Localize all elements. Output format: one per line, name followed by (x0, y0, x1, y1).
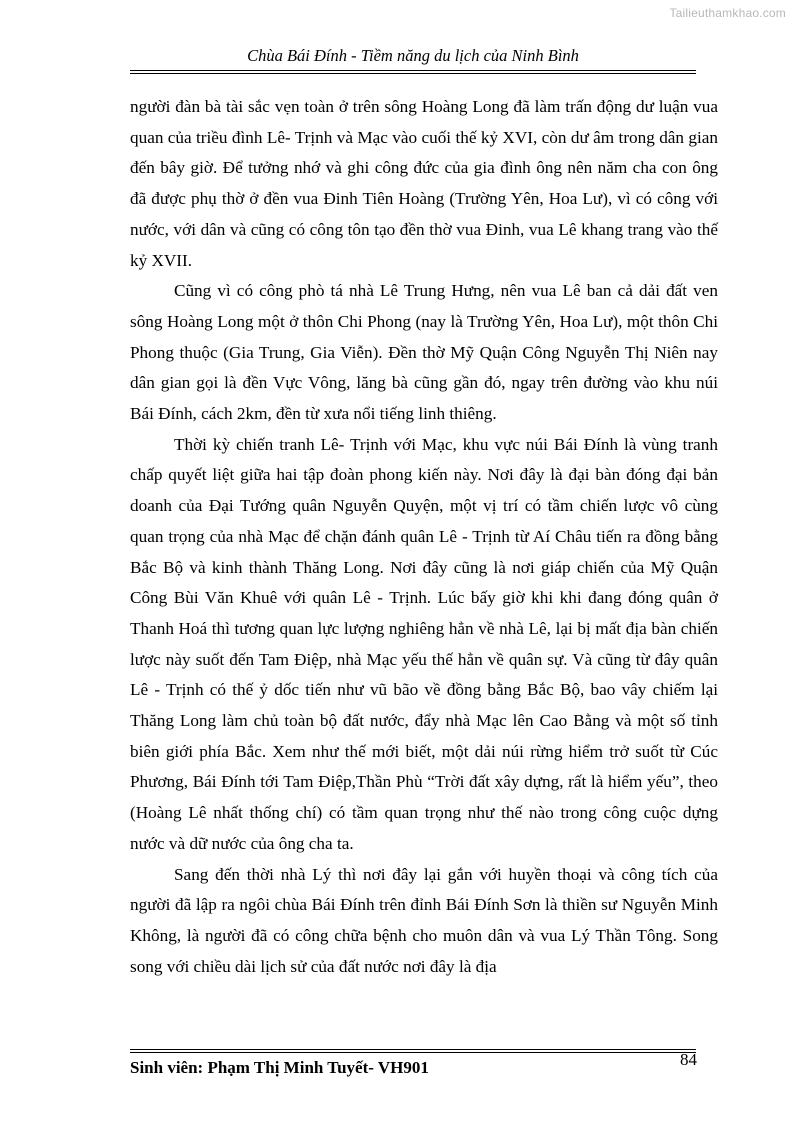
page-header-title: Chùa Bái Đính - Tiềm năng du lịch của Ninh Bình (247, 46, 579, 65)
paragraph: người đàn bà tài sắc vẹn toàn ở trên sông Hoàng Long đã làm trấn động dư luận vua quan của triều đình Lê- Trịnh và Mạc vào cuối thế kỷ XVI, còn dư âm trong dân gian đến bây giờ. Để tưởng nhớ và ghi công đức của gia đình ông nên năm cha con ông đã được phụ thờ ở đền vua Đinh Tiên Hoàng (Trường Yên, Hoa Lư), vì có công với nước, với dân và cũng có công tôn tạo đền thờ vua Đinh, vua Lê khang trang vào thế kỷ XVII. (130, 97, 718, 270)
page-number: 84 (680, 1050, 697, 1069)
watermark: Tailieuthamkhao.com (669, 6, 786, 20)
paragraph: Cũng vì có công phò tá nhà Lê Trung Hưng, nên vua Lê ban cả dải đất ven sông Hoàng Long một ở thôn Chi Phong (nay là Trường Yên, Hoa Lư), một thôn Chi Phong thuộc (Gia Trung, Gia Viễn). Đền thờ Mỹ Quận Công Nguyễn Thị Niên nay dân gian gọi là đền Vực Vông, lăng bà cũng gần đó, ngay trên đường vào khu núi Bái Đính, cách 2km, đền từ xưa nổi tiếng linh thiêng. (130, 281, 718, 424)
footer-student: Sinh viên: Phạm Thị Minh Tuyết- VH901 (130, 1058, 429, 1077)
body-text (130, 92, 718, 982)
header-rule (130, 73, 696, 74)
header-rule (130, 70, 696, 71)
paragraph: Sang đến thời nhà Lý thì nơi đây lại gắn với huyền thoại và công tích của người đã lập ra ngôi chùa Bái Đính trên đỉnh Bái Đính Sơn là thiền sư Nguyễn Minh Không, là người đã có công chữa bệnh cho muôn dân và vua Lý Thần Tông. Song song với chiều dài lịch sử của đất nước nơi đây là địa (130, 864, 718, 976)
paragraph: Thời kỳ chiến tranh Lê- Trịnh với Mạc, khu vực núi Bái Đính là vùng tranh chấp quyết liệt giữa hai tập đoàn phong kiến này. Nơi đây là đại bàn đóng đại bản doanh của Đại Tướng quân Nguyễn Quyện, một vị trí có tầm chiến lược vô cùng quan trọng của nhà Mạc để chặn đánh quân Lê - Trịnh từ Aí Châu tiến ra đồng bằng Bắc Bộ và kinh thành Thăng Long. Nơi đây cũng là nơi giáp chiến của Mỹ Quận Công Bùi Văn Khuê với quân Lê - Trịnh. Lúc bấy giờ khi khi đang đóng quân ở Thanh Hoá thì tương quan lực lượng nghiêng hẳn về nhà Lê, lại bị mất địa bàn chiến lược này suốt đến Tam Điệp, nhà Mạc yếu thế hẳn về quân sự. Và cũng từ đây quân Lê - Trịnh có thế ỷ dốc tiến như vũ bão về đồng bằng Bắc Bộ, bao vây chiếm lại Thăng Long làm chủ toàn bộ đất nước, đẩy nhà Mạc lên Cao Bằng và một số tỉnh biên giới phía Bắc. Xem như thế mới biết, một dải núi rừng hiểm trở suốt từ Cúc Phương, Bái Đính tới Tam Điệp,Thần Phù “Trời đất xây dựng, rất là hiểm yếu”, theo (Hoàng Lê nhất thống chí) có tầm quan trọng như thế nào trong công cuộc dựng nước và dữ nước của ông cha ta. (130, 434, 718, 853)
footer-rule (130, 1049, 696, 1050)
footer-rule (130, 1052, 696, 1053)
